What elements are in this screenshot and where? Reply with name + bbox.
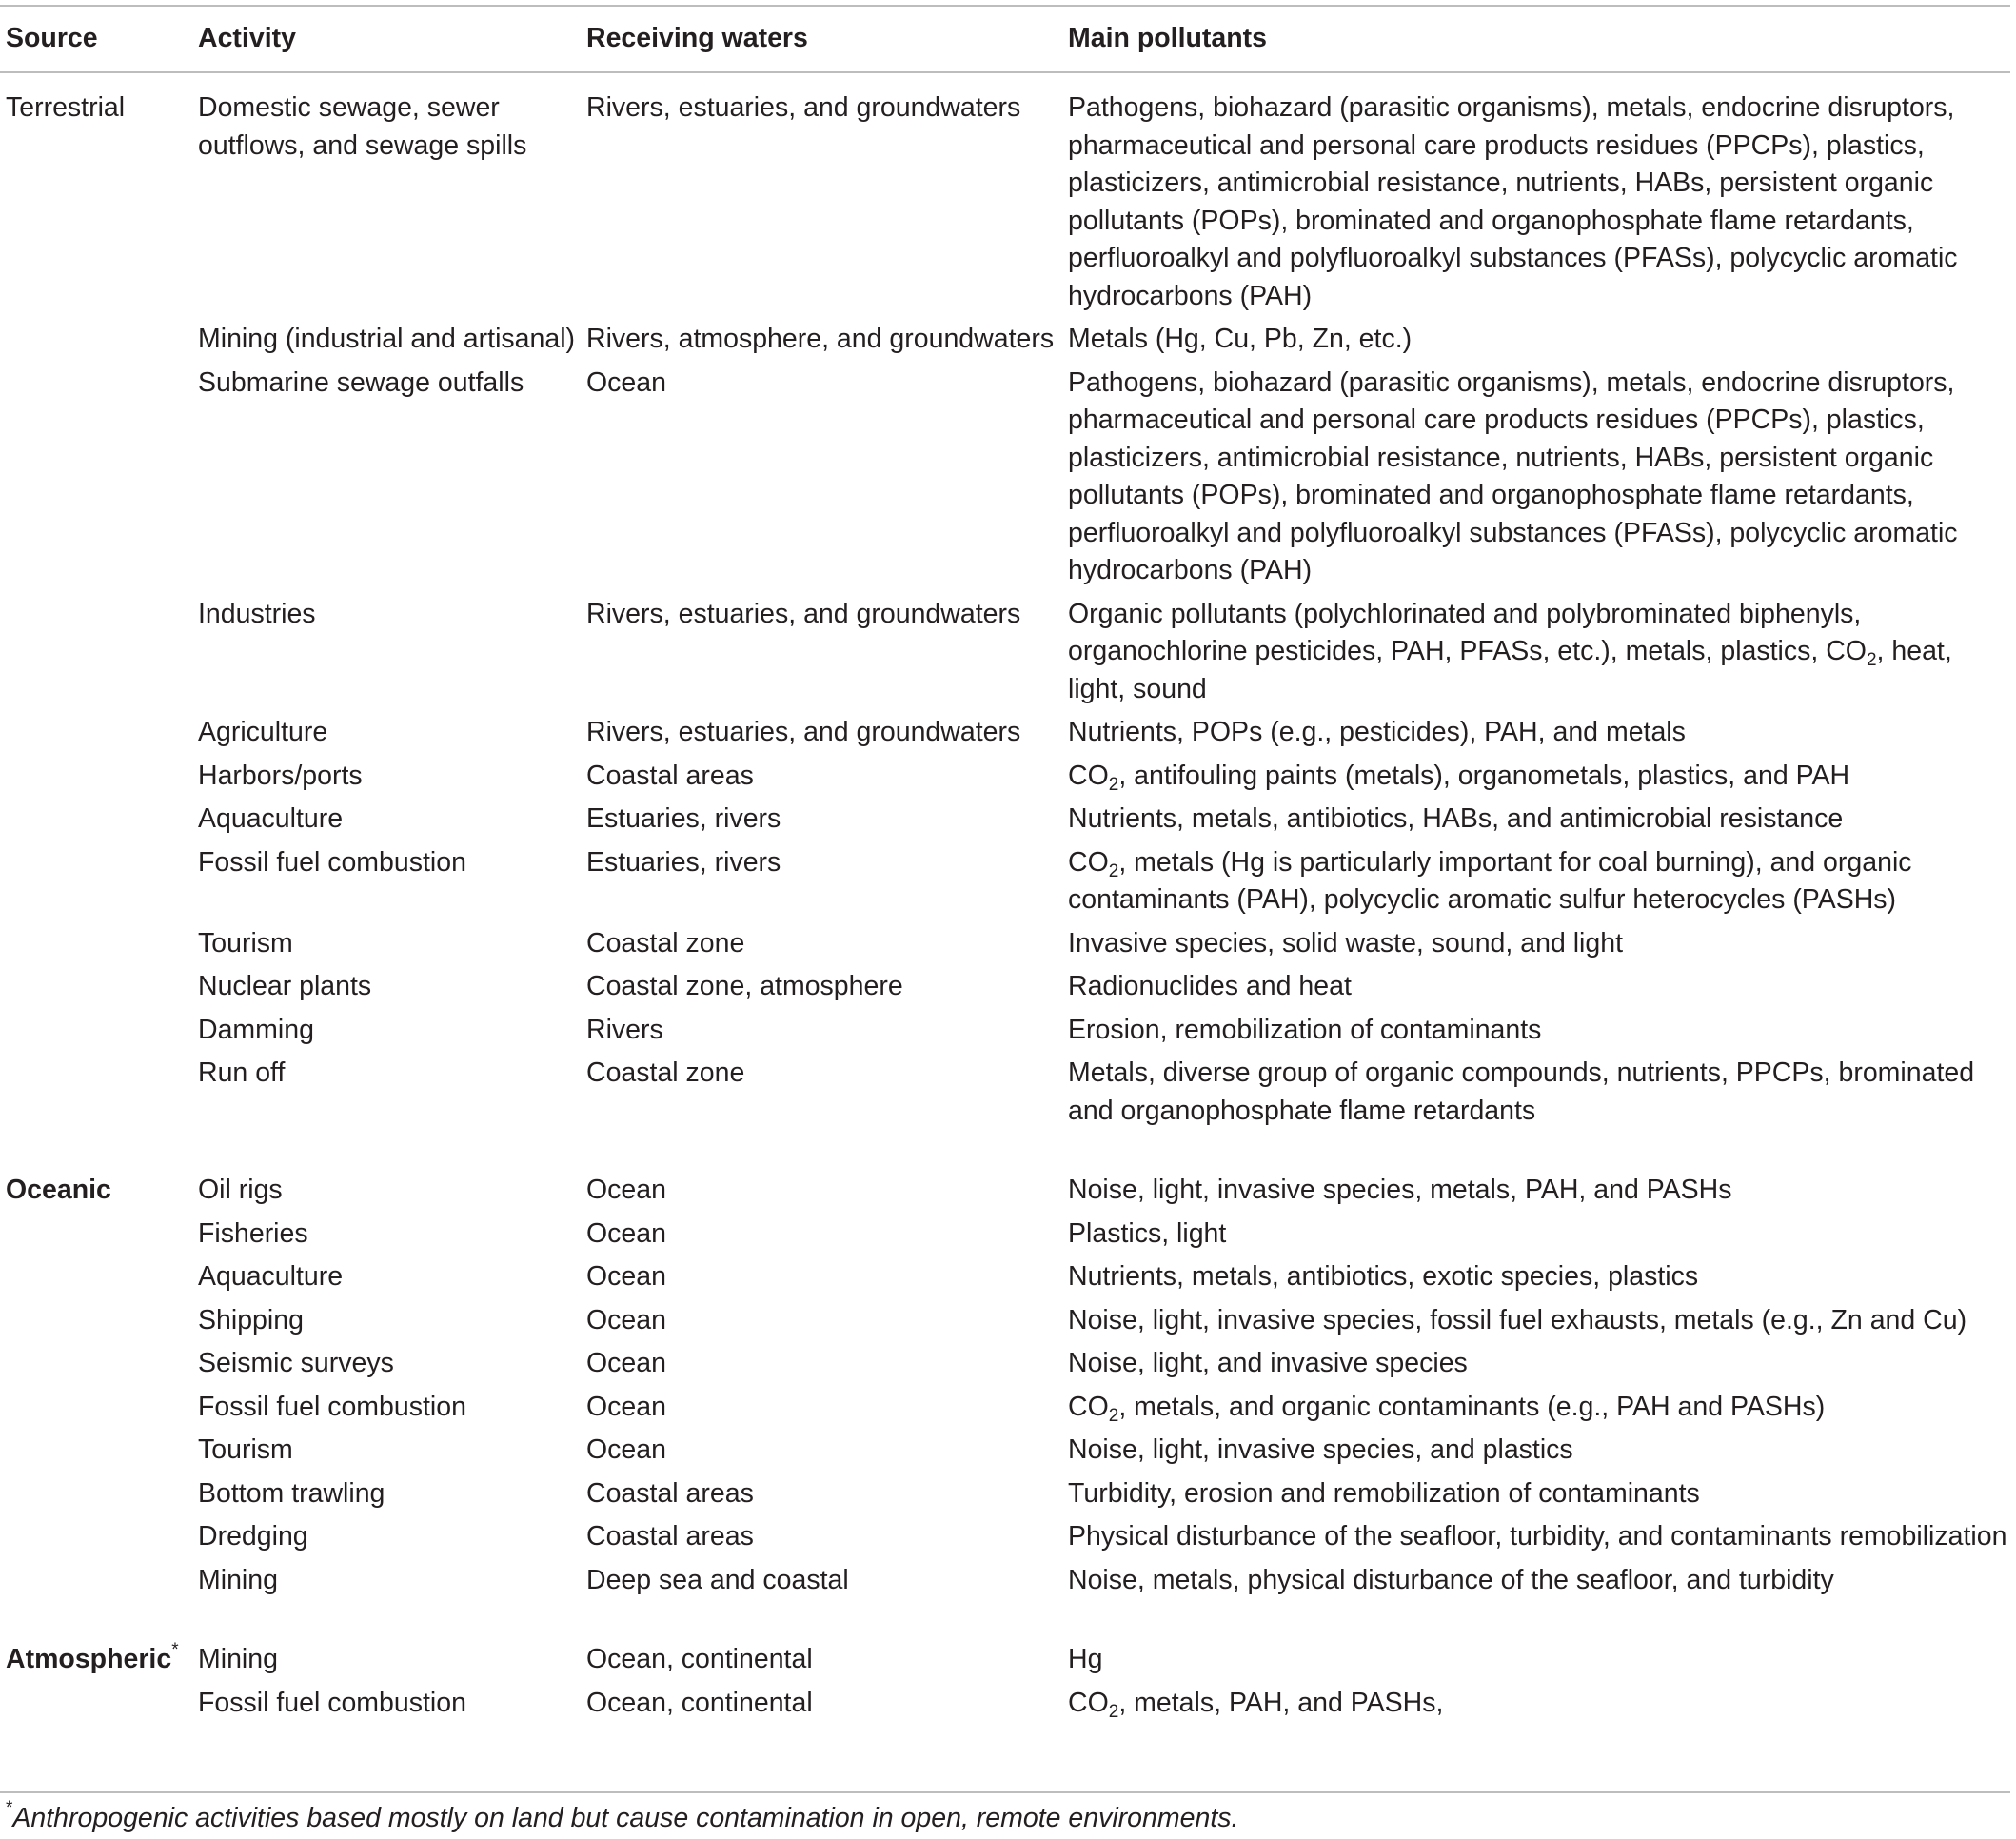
table-row	[0, 1559, 2010, 1603]
table-row	[0, 318, 2010, 362]
table-footnote: *Anthropogenic activities based mostly on land but cause contamination in open, remote environments.	[6, 1798, 1239, 1833]
header-source: Source	[6, 23, 98, 53]
pollutants-text: , metals, PAH, and PASHs,	[1118, 1687, 1444, 1718]
pollutants-cell	[1062, 755, 2010, 799]
co2-formula: $CO_2$	[1826, 636, 1877, 670]
pollutants-text: , metals, and organic contaminants (e.g., PAH and PASHs)	[1118, 1391, 1826, 1422]
pollutants-cell: Noise, light, invasive species, metals, PAH, and PASHs	[1068, 1175, 1732, 1205]
pollutants-cell: Noise, metals, physical disturbance of the seafloor, and turbidity	[1068, 1564, 1834, 1595]
receiving-cell: Ocean	[586, 1391, 666, 1422]
table-row	[0, 1256, 2010, 1299]
activity-cell: Run off	[198, 1058, 286, 1088]
activity-cell: Mining	[198, 1564, 278, 1595]
bottom-rule	[0, 1791, 2010, 1793]
activity-cell: Mining	[198, 1644, 278, 1674]
pollutants-cell	[1062, 841, 2010, 922]
activity-cell: Tourism	[198, 1434, 293, 1465]
receiving-cell: Deep sea and coastal	[586, 1564, 849, 1595]
receiving-cell: Coastal areas	[586, 760, 754, 791]
table-row	[0, 1169, 2010, 1213]
activity-cell: Fisheries	[198, 1217, 308, 1249]
header-receiving-waters: Receiving waters	[586, 23, 808, 53]
footnote-marker: *	[171, 1640, 179, 1660]
receiving-cell: Coastal zone	[586, 927, 745, 959]
pollutants-cell: Noise, light, and invasive species	[1068, 1348, 1468, 1378]
receiving-cell: Ocean	[586, 366, 666, 398]
co2-formula: $CO_2$	[1068, 1687, 1119, 1722]
receiving-cell: Estuaries, rivers	[586, 846, 781, 878]
activity-cell: Aquaculture	[198, 1261, 344, 1292]
receiving-cell: Coastal zone, atmosphere	[586, 971, 903, 1001]
receiving-cell: Ocean	[586, 1304, 666, 1335]
activity-cell: Fossil fuel combustion	[198, 846, 466, 878]
receiving-cell: Ocean	[586, 1261, 666, 1292]
receiving-cell: Coastal areas	[586, 1521, 754, 1552]
activity-cell: Damming	[198, 1014, 314, 1045]
receiving-cell: Ocean	[586, 1175, 666, 1205]
pollutants-text: , heat, light, sound	[1068, 636, 1952, 704]
activity-cell: Mining (industrial and artisanal)	[198, 324, 576, 354]
table-row	[0, 1009, 2010, 1053]
receiving-cell: Estuaries, rivers	[586, 803, 781, 834]
table-row	[0, 1473, 2010, 1516]
receiving-cell: Rivers, estuaries, and groundwaters	[586, 598, 1021, 629]
activity-cell: Agriculture	[198, 717, 328, 747]
receiving-cell: Rivers, estuaries, and groundwaters	[586, 717, 1021, 747]
table-row	[0, 76, 2010, 318]
table-row	[0, 711, 2010, 755]
receiving-cell: Coastal zone	[586, 1058, 745, 1088]
activity-cell: Harbors/ports	[198, 760, 363, 791]
header-main-pollutants: Main pollutants	[1068, 23, 1267, 53]
pollutants-cell: Metals (Hg, Cu, Pb, Zn, etc.)	[1068, 324, 1413, 354]
table-row	[0, 1299, 2010, 1343]
pollutants-cell: Metals, diverse group of organic compounds, nutrients, PPCPs, brominated and organophosphate flame retardants	[1068, 1058, 1975, 1126]
table-row	[0, 798, 2010, 841]
pollutants-cell	[1062, 593, 2010, 712]
group-spacer	[0, 1133, 2010, 1169]
pollutants-cell	[1062, 1682, 2010, 1726]
activity-cell: Fossil fuel combustion	[198, 1391, 466, 1422]
receiving-cell: Coastal areas	[586, 1477, 754, 1509]
pollutants-cell: Invasive species, solid waste, sound, and light	[1068, 927, 1623, 959]
co2-formula: $CO_2$	[1068, 1391, 1119, 1426]
activity-cell: Oil rigs	[198, 1175, 283, 1205]
table-row	[0, 1638, 2010, 1682]
receiving-cell: Ocean	[586, 1434, 666, 1465]
receiving-cell: Rivers, atmosphere, and groundwaters	[586, 324, 1055, 354]
group-spacer	[0, 1602, 2010, 1638]
receiving-cell: Ocean	[586, 1348, 666, 1378]
receiving-cell: Ocean, continental	[586, 1687, 813, 1718]
table-row	[0, 1386, 2010, 1430]
table-row	[0, 593, 2010, 712]
pollutants-cell: Noise, light, invasive species, and plastics	[1068, 1434, 1573, 1465]
pollutants-cell: Radionuclides and heat	[1068, 971, 1352, 1001]
pollutants-cell: Noise, light, invasive species, fossil fuel exhausts, metals (e.g., Zn and Cu)	[1068, 1304, 1967, 1335]
pollutants-cell: Hg	[1068, 1644, 1103, 1674]
table-row	[0, 1052, 2010, 1133]
activity-cell: Aquaculture	[198, 803, 344, 834]
activity-cell: Shipping	[198, 1304, 304, 1335]
activity-cell: Tourism	[198, 927, 293, 959]
table-row	[0, 965, 2010, 1009]
activity-cell: Dredging	[198, 1521, 308, 1552]
activity-cell: Nuclear plants	[198, 971, 372, 1001]
header-activity: Activity	[198, 23, 296, 53]
source-oceanic: Oceanic	[6, 1175, 111, 1205]
activity-cell: Submarine sewage outfalls	[198, 366, 524, 398]
activity-cell: Bottom trawling	[198, 1477, 385, 1509]
table-row	[0, 1342, 2010, 1386]
pollutants-cell: Erosion, remobilization of contaminants	[1068, 1014, 1542, 1045]
pollutants-cell: Turbidity, erosion and remobilization of contaminants	[1068, 1477, 1700, 1509]
pollutants-text: , metals (Hg is particularly important for coal burning), and organic contaminants (PAH), polycyclic aromatic sulfur heterocycles (PASHs)	[1068, 846, 1912, 915]
table-row	[0, 1515, 2010, 1559]
pollutants-text: , antifouling paints (metals), organometals, plastics, and PAH	[1118, 760, 1850, 791]
pollutants-cell	[1062, 1386, 2010, 1430]
co2-formula: $CO_2$	[1068, 846, 1119, 881]
table-row	[0, 922, 2010, 966]
receiving-cell: Rivers, estuaries, and groundwaters	[586, 92, 1021, 123]
receiving-cell: Ocean, continental	[586, 1644, 813, 1674]
pollutants-cell: Plastics, light	[1068, 1217, 1227, 1249]
receiving-cell: Rivers	[586, 1014, 663, 1045]
pollutants-cell: Nutrients, POPs (e.g., pesticides), PAH, and metals	[1068, 717, 1686, 747]
table-row	[0, 1213, 2010, 1256]
source-atmospheric: Atmospheric*	[6, 1640, 179, 1674]
activity-cell: Fossil fuel combustion	[198, 1687, 466, 1718]
pollutants-cell: Nutrients, metals, antibiotics, exotic species, plastics	[1068, 1261, 1699, 1292]
table-row	[0, 755, 2010, 799]
receiving-cell: Ocean	[586, 1217, 666, 1249]
activity-cell: Domestic sewage, sewer outflows, and sewage spills	[198, 92, 527, 161]
table-row	[0, 1429, 2010, 1473]
table-row	[0, 362, 2010, 593]
co2-formula: $CO_2$	[1068, 760, 1119, 795]
pollutants-cell: Pathogens, biohazard (parasitic organisms), metals, endocrine disruptors, pharmaceutical and personal care products residues (PPCPs), plastics, plasticizers, antimicrobial resistance, nutrients, HABs, persistent organic pollutants (POPs), brominated and organophosphate flame retardants, perfluoroalkyl and polyfluoroalkyl substances (PFASs), polycyclic aromatic hydrocarbons (PAH)	[1068, 366, 1958, 585]
source-terrestrial: Terrestrial	[6, 92, 126, 123]
pollutants-cell: Physical disturbance of the seafloor, turbidity, and contaminants remobilization	[1068, 1521, 2007, 1552]
table-row	[0, 841, 2010, 922]
pollutants-cell: Nutrients, metals, antibiotics, HABs, and antimicrobial resistance	[1068, 803, 1844, 834]
pollutants-text: Organic pollutants (polychlorinated and polybrominated biphenyls, organochlorine pesticides, PAH, PFASs, etc.), metals, plastics,	[1068, 598, 1862, 666]
header-row	[0, 0, 2010, 76]
pollutants-cell: Pathogens, biohazard (parasitic organisms), metals, endocrine disruptors, pharmaceutical and personal care products residues (PPCPs), plastics, plasticizers, antimicrobial resistance, nutrients, HABs, persistent organic pollutants (POPs), brominated and organophosphate flame retardants, perfluoroalkyl and polyfluoroalkyl substances (PFASs), polycyclic aromatic hydrocarbons (PAH)	[1068, 92, 1958, 311]
activity-cell: Seismic surveys	[198, 1348, 394, 1378]
activity-cell: Industries	[198, 598, 316, 629]
table-row	[0, 1682, 2010, 1726]
